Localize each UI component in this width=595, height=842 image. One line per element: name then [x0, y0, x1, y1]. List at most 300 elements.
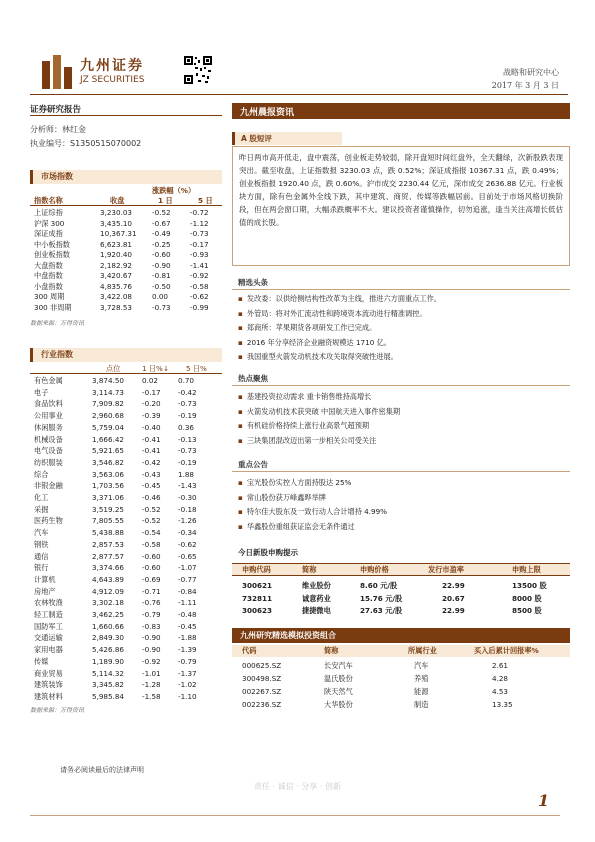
- industry-name: 传媒: [34, 656, 49, 666]
- industry-d1: -0.40: [142, 422, 161, 432]
- industry-d5: -1.43: [178, 481, 197, 491]
- market-close: 4,835.76: [100, 281, 133, 291]
- qr-code-icon: [183, 55, 213, 85]
- ipo-cap: 8500 股: [512, 606, 542, 615]
- industry-name: 电子: [34, 387, 49, 397]
- ipo-pe: 22.99: [442, 606, 465, 615]
- portfolio-industry-header: 所属行业: [408, 646, 437, 655]
- industry-name: 房地产: [34, 586, 56, 596]
- market-row: [30, 282, 222, 292]
- d1-header: 1 日: [158, 196, 173, 205]
- market-header-row-2: [30, 196, 222, 206]
- industry-name: 轻工制造: [34, 610, 63, 619]
- industry-points: 3,519.25: [92, 504, 125, 514]
- notice-header: [232, 458, 570, 472]
- industry-name: 休闲服务: [34, 422, 63, 432]
- market-row: [30, 240, 222, 250]
- market-d5: -1.41: [190, 260, 209, 270]
- market-index-title: 市场指数: [41, 172, 73, 181]
- industry-name: 公用事业: [34, 411, 63, 421]
- legal-disclaimer: 请务必阅读最后的法律声明: [60, 766, 144, 774]
- header-divider: [30, 94, 568, 95]
- brand-name-cn: 九州证券: [80, 58, 144, 74]
- news-item-text: 我国重型火箭发动机技术攻关取得突破性进展。: [246, 352, 398, 361]
- market-name: 300 周期: [34, 292, 65, 301]
- ipo-row: [232, 605, 570, 617]
- industry-d5: -0.65: [178, 551, 197, 561]
- industry-name: 化工: [34, 493, 49, 502]
- market-d5: -0.17: [190, 239, 209, 249]
- industry-d1: -0.42: [142, 457, 161, 467]
- industry-d5: -0.73: [178, 399, 197, 409]
- market-name: 大盘指数: [34, 260, 63, 270]
- industry-header-row: [30, 364, 222, 374]
- market-d5: -0.93: [190, 250, 209, 259]
- analyst-name: 分析师：林红金: [30, 125, 86, 134]
- market-close: 3,728.53: [100, 302, 133, 312]
- industry-d1: -0.41: [142, 434, 161, 444]
- news-title: 精选头条: [238, 278, 268, 287]
- market-d5: -0.62: [190, 292, 209, 301]
- ipo-price-header: 申购价格: [360, 565, 389, 574]
- ipo-name: 维业股份: [302, 581, 331, 590]
- industry-row: [30, 552, 222, 562]
- summary-box: [232, 146, 570, 266]
- industry-name: 食品饮料: [34, 399, 63, 409]
- portfolio-name: 大华股份: [324, 700, 353, 709]
- industry-points: 3,874.50: [92, 376, 125, 385]
- industry-points: 1,666.42: [92, 434, 125, 444]
- market-close: 1,920.40: [100, 250, 133, 259]
- industry-d5: -0.45: [178, 621, 197, 631]
- industry-d1: -0.54: [142, 528, 161, 538]
- industry-d1: -0.58: [142, 539, 161, 549]
- industry-name: 综合: [34, 469, 49, 479]
- industry-d1: -0.90: [142, 645, 161, 655]
- bullet-marker-icon: ▪: [238, 294, 243, 303]
- industry-d1: -1.28: [142, 680, 161, 690]
- industry-d5: -1.37: [178, 668, 197, 678]
- hot-item: [238, 407, 400, 417]
- ipo-header-row: [232, 564, 570, 576]
- industry-d1: -0.17: [142, 387, 161, 397]
- industry-name: 采掘: [34, 504, 49, 514]
- industry-name: 通信: [34, 551, 49, 561]
- industry-row: [30, 587, 222, 597]
- market-row: [30, 261, 222, 271]
- news-item: [238, 294, 441, 304]
- ipo-title: 今日新股申购提示: [238, 548, 298, 557]
- change-header: 涨跌幅（%）: [152, 186, 196, 195]
- close-header: 收盘: [110, 196, 125, 205]
- hot-item-text: 有机硅价格持续上涨行业高景气超预期: [246, 421, 370, 430]
- market-d1: -0.90: [152, 260, 171, 270]
- market-close: 6,623.81: [100, 239, 133, 249]
- portfolio-return: 4.28: [492, 674, 509, 683]
- portfolio-code: 300498.SZ: [242, 674, 282, 683]
- portfolio-return: 2.61: [492, 661, 509, 670]
- ipo-code: 732811: [242, 593, 273, 603]
- industry-row: [30, 435, 222, 445]
- hot-header: [232, 372, 570, 386]
- industry-name: 家用电器: [34, 645, 63, 655]
- industry-d1: -0.60: [142, 563, 161, 573]
- industry-name: 商业贸易: [34, 668, 63, 678]
- market-row: [30, 271, 222, 281]
- industry-points: 3,546.82: [92, 457, 125, 467]
- market-name: 中盘指数: [34, 271, 63, 280]
- notice-title: 重点公告: [238, 460, 268, 469]
- market-d1: -0.73: [152, 302, 171, 312]
- industry-row: [30, 657, 222, 667]
- industry-row: [30, 493, 222, 503]
- ipo-price: 27.63 元/股: [360, 606, 403, 615]
- news-item-text: 发改委：以供给侧结构性改革为主线，推进六方面重点工作。: [246, 294, 441, 303]
- ipo-cap-header: 申购上限: [512, 565, 541, 574]
- ipo-code: 300621: [242, 581, 273, 590]
- portfolio-name: 长安汽车: [324, 661, 353, 670]
- industry-d1: -0.45: [142, 481, 161, 491]
- industry-index-header: [30, 348, 222, 362]
- industry-points: 3,462.25: [92, 610, 125, 619]
- industry-d5: -0.73: [178, 446, 197, 456]
- notice-item: [238, 507, 387, 517]
- market-row: [30, 303, 222, 313]
- portfolio-header-row: [232, 645, 570, 657]
- hot-item-text: 三块集团混改迈出第一步相关公司受关注: [246, 435, 377, 445]
- industry-row: [30, 528, 222, 538]
- industry-d5: 0.70: [178, 376, 195, 385]
- notice-item-text: 宝光股份实控人方面持股达 25%: [246, 478, 352, 487]
- industry-name: 计算机: [34, 574, 56, 584]
- market-name: 小盘指数: [34, 281, 63, 291]
- portfolio-code: 002267.SZ: [242, 687, 282, 696]
- market-name: 上证综指: [34, 208, 63, 217]
- portfolio-industry: 养殖: [414, 674, 429, 683]
- industry-row: [30, 622, 222, 632]
- report-type-divider: [30, 115, 222, 116]
- industry-points: 2,857.53: [92, 539, 125, 549]
- industry-name: 纺织服装: [34, 457, 63, 467]
- industry-d5: -0.34: [178, 528, 197, 538]
- ipo-cap: 8000 股: [512, 593, 542, 603]
- industry-name: 建筑材料: [34, 691, 63, 701]
- industry-name: 银行: [34, 563, 49, 573]
- industry-row: [30, 399, 222, 409]
- ipo-pe: 22.99: [442, 581, 465, 590]
- industry-d1: -1.01: [142, 668, 161, 678]
- industry-source: 数据来源：万得资讯: [30, 707, 85, 714]
- notice-item-text: 特尔佳大股东及一致行动人合计增持 4.99%: [246, 507, 387, 516]
- industry-d5: 1.88: [178, 469, 195, 479]
- industry-row: [30, 446, 222, 456]
- portfolio-row: [232, 699, 570, 711]
- bullet-marker-icon: ▪: [238, 337, 243, 347]
- industry-row: [30, 516, 222, 526]
- bullet-marker-icon: ▪: [238, 308, 243, 318]
- bullet-marker-icon: ▪: [238, 323, 243, 332]
- market-close: 10,367.31: [100, 229, 137, 238]
- industry-d5: -0.84: [178, 586, 197, 596]
- bullet-marker-icon: ▪: [238, 406, 243, 416]
- industry-name: 医药生物: [34, 516, 63, 526]
- industry-name: 机械设备: [34, 434, 63, 444]
- industry-points: 5,438.88: [92, 528, 125, 538]
- industry-points: 7,909.82: [92, 399, 125, 409]
- market-row: [30, 208, 222, 218]
- market-name: 创业板指数: [34, 250, 70, 259]
- ipo-pe: 20.67: [442, 593, 465, 603]
- industry-d1: -0.79: [142, 610, 161, 619]
- portfolio-name: 陕天然气: [324, 687, 353, 696]
- footer-divider: [30, 815, 560, 816]
- market-d5: -0.58: [190, 281, 209, 291]
- industry-points: 7,805.55: [92, 516, 125, 526]
- industry-points: 5,114.32: [92, 668, 125, 678]
- portfolio-code-header: 代码: [242, 646, 257, 655]
- industry-name: 有色金属: [34, 376, 63, 385]
- industry-row: [30, 610, 222, 620]
- news-item-text: 郑商所：苹果期货各项研发工作已完成。: [246, 323, 377, 332]
- bullet-marker-icon: ▪: [238, 507, 243, 516]
- industry-d5: -0.48: [178, 610, 197, 619]
- industry-d1: -0.39: [142, 411, 161, 421]
- industry-row: [30, 411, 222, 421]
- industry-d5: -0.13: [178, 434, 197, 444]
- industry-row: [30, 423, 222, 433]
- industry-index-title: 行业指数: [41, 350, 73, 359]
- industry-d1: 0.02: [142, 376, 159, 385]
- industry-points: 5,426.86: [92, 645, 125, 655]
- industry-points: 1,189.90: [92, 656, 125, 666]
- industry-points: 3,563.06: [92, 469, 125, 479]
- bullet-marker-icon: ▪: [238, 492, 243, 502]
- industry-name: 交通运输: [34, 633, 63, 643]
- market-d1: -0.81: [152, 271, 171, 280]
- market-row: [30, 292, 222, 302]
- industry-d5-header: 5 日%: [186, 364, 207, 373]
- industry-points: 5,985.84: [92, 691, 125, 701]
- portfolio-industry: 制造: [414, 700, 429, 709]
- industry-points: 5,759.04: [92, 422, 125, 432]
- hot-item-text: 基建投资拉动需求 重卡销售维持高增长: [246, 392, 372, 401]
- industry-d1: -0.46: [142, 493, 161, 502]
- market-name: 300 非周期: [34, 302, 72, 312]
- industry-name: 国防军工: [34, 621, 63, 631]
- market-source: 数据来源：万得资讯: [30, 320, 85, 327]
- market-close: 2,182.92: [100, 260, 133, 270]
- industry-points: 2,849.30: [92, 633, 125, 643]
- portfolio-return: 13.35: [492, 700, 513, 709]
- industry-d1: -0.69: [142, 574, 161, 584]
- market-name: 中小板指数: [34, 239, 70, 249]
- hot-item: [238, 392, 371, 402]
- market-header-row: [30, 186, 222, 196]
- industry-row: [30, 376, 222, 386]
- industry-points: 1,703.56: [92, 481, 125, 491]
- industry-points: 3,345.82: [92, 680, 125, 690]
- market-d1: -0.50: [152, 281, 171, 291]
- industry-d5: -0.62: [178, 539, 197, 549]
- industry-row: [30, 575, 222, 585]
- market-name: 沪深 300: [34, 218, 65, 228]
- ipo-name-header: 简称: [302, 565, 317, 574]
- industry-row: [30, 563, 222, 573]
- market-d5: -0.92: [190, 271, 209, 280]
- news-item: [238, 323, 376, 333]
- industry-row: [30, 470, 222, 480]
- industry-points: 2,877.57: [92, 551, 125, 561]
- industry-d5: -1.26: [178, 516, 197, 526]
- portfolio-row: [232, 660, 570, 672]
- brand-name-en: JZ SECURITIES: [80, 75, 145, 85]
- portfolio-code: 000625.SZ: [242, 661, 282, 670]
- industry-d5: -1.10: [178, 691, 197, 701]
- industry-points: 5,921.65: [92, 446, 125, 456]
- hot-item: [238, 436, 376, 446]
- market-row: [30, 219, 222, 229]
- astock-header: [232, 132, 342, 145]
- market-index-header: [30, 170, 222, 184]
- ipo-code-header: 申购代码: [242, 565, 271, 574]
- industry-d5: -0.42: [178, 387, 197, 397]
- industry-d1: -0.83: [142, 621, 161, 631]
- hot-item-text: 火箭发动机技术获突破 中国航天进入事件密集期: [246, 406, 401, 416]
- bullet-marker-icon: ▪: [238, 478, 243, 487]
- news-item: [238, 352, 398, 362]
- industry-name: 电气设备: [34, 446, 63, 456]
- bullet-marker-icon: ▪: [238, 435, 243, 445]
- industry-row: [30, 388, 222, 398]
- news-item-text: 2016 年分享经济企业融资规模达 1710 亿。: [246, 337, 391, 347]
- industry-d1: -1.58: [142, 691, 161, 701]
- points-header: 点位: [106, 364, 121, 373]
- industry-points: 3,374.66: [92, 563, 125, 573]
- name-header: 指数名称: [34, 196, 63, 205]
- portfolio-name-header: 简称: [324, 646, 339, 655]
- industry-d1: -0.71: [142, 586, 161, 596]
- market-d5: -0.72: [190, 208, 209, 217]
- industry-d5: -0.18: [178, 504, 197, 514]
- industry-d5: -1.88: [178, 633, 197, 643]
- industry-d5: -1.07: [178, 563, 197, 573]
- portfolio-row: [232, 673, 570, 685]
- industry-points: 1,660.66: [92, 621, 125, 631]
- report-date: 2017 年 3 月 3 日: [491, 81, 559, 90]
- ipo-code: 300623: [242, 606, 273, 615]
- hot-item: [238, 421, 369, 431]
- industry-d5: -1.02: [178, 680, 197, 690]
- notice-item: [238, 478, 351, 488]
- market-row: [30, 250, 222, 260]
- industry-points: 2,960.68: [92, 411, 125, 421]
- market-d1: -0.49: [152, 229, 171, 238]
- industry-row: [30, 692, 222, 702]
- industry-row: [30, 540, 222, 550]
- bullet-marker-icon: ▪: [238, 352, 243, 361]
- market-close: 3,420.67: [100, 271, 133, 280]
- industry-d5: -1.11: [178, 598, 197, 608]
- bullet-marker-icon: ▪: [238, 521, 243, 531]
- portfolio-row: [232, 686, 570, 698]
- notice-item-text: 常山股份获万峰鑫晔举牌: [246, 492, 326, 502]
- analyst-cert: 执业编号：S1350515070002: [30, 139, 142, 148]
- industry-d1: -0.60: [142, 551, 161, 561]
- industry-name: 建筑装饰: [34, 680, 63, 690]
- industry-points: 4,643.89: [92, 574, 125, 584]
- market-summary: 昨日两市高开低走，盘中震荡，创业板走势较弱，除开盘短时间红盘外，全天翻绿，次新股跌表现突出。截至收盘，上证指数报 3230.03 点，跌 0.52%；深证成指报 10367.31 点，跌 0.49%；创业板指报 1920.40 点，跌 0.60%。沪市成交 2230.44 亿元，深市成交 2636.88 亿元。行业板块方面，除有色金属外全线下跌，其中建筑、商贸、传媒等跌幅居前。目前处于市场风格切换阶段，但在两会窗口期，大幅杀跌概率不大。建议投资者谨慎操作，切勿追涨，逢当关注高增长低估值的成长股。: [239, 153, 563, 227]
- ipo-pe-header: 发行市盈率: [428, 565, 464, 574]
- portfolio-code: 002236.SZ: [242, 700, 282, 709]
- news-header: [232, 276, 570, 290]
- hot-title: 热点聚焦: [238, 374, 268, 383]
- market-row: [30, 229, 222, 239]
- industry-points: 3,302.18: [92, 598, 125, 608]
- portfolio-return-header: 买入后累计回报率%: [474, 646, 539, 655]
- industry-points: 3,114.73: [92, 387, 125, 397]
- ipo-price: 8.60 元/股: [360, 581, 398, 590]
- industry-row: [30, 645, 222, 655]
- ipo-cap: 13500 股: [512, 581, 547, 590]
- industry-points: 4,912.09: [92, 586, 125, 596]
- industry-points: 3,371.06: [92, 493, 125, 502]
- ipo-price: 15.76 元/股: [360, 593, 403, 603]
- company-slogan: 责任 · 诚信 · 分享 · 创新: [254, 782, 341, 791]
- industry-d1: -0.41: [142, 446, 161, 456]
- astock-title: A 股短评: [241, 134, 272, 143]
- industry-d5: 0.36: [178, 422, 195, 432]
- bullet-marker-icon: ▪: [238, 392, 243, 401]
- industry-d1: -0.90: [142, 633, 161, 643]
- ipo-row: [232, 593, 570, 605]
- portfolio-industry: 汽车: [414, 661, 429, 670]
- market-name: 深证成指: [34, 229, 63, 238]
- industry-d1: -0.92: [142, 656, 161, 666]
- industry-d5: -0.79: [178, 656, 197, 666]
- market-d1: 0.00: [152, 292, 169, 301]
- market-d1: -0.52: [152, 208, 171, 217]
- market-close: 3,435.10: [100, 218, 133, 228]
- industry-name: 农林牧渔: [34, 598, 63, 608]
- ipo-name: 捷捷微电: [302, 606, 331, 615]
- industry-d1-header: 1 日%↓: [142, 364, 169, 373]
- report-type: 证券研究报告: [30, 105, 82, 115]
- industry-d1: -0.52: [142, 516, 161, 526]
- portfolio-title: 九州研究精选模拟投资组合: [240, 631, 336, 640]
- d5-header: 5 日: [198, 196, 213, 205]
- industry-d5: -1.39: [178, 645, 197, 655]
- industry-d1: -0.43: [142, 469, 161, 479]
- industry-d5: -0.19: [178, 411, 197, 421]
- industry-d1: -0.52: [142, 504, 161, 514]
- bullet-marker-icon: ▪: [238, 421, 243, 430]
- industry-name: 钢铁: [34, 539, 49, 549]
- industry-d5: -0.19: [178, 457, 197, 467]
- notice-item: [238, 493, 326, 503]
- department-label: 战略和研究中心: [503, 68, 559, 77]
- ipo-row: [232, 580, 570, 592]
- industry-d5: -0.77: [178, 574, 197, 584]
- market-close: 3,230.03: [100, 208, 133, 217]
- portfolio-name: 温氏股份: [324, 674, 353, 683]
- market-d1: -0.25: [152, 239, 171, 249]
- logo-mark-icon: [40, 53, 74, 91]
- right-title: 九州晨报资讯: [240, 108, 295, 118]
- market-d1: -0.60: [152, 250, 171, 259]
- company-logo: [40, 53, 160, 93]
- industry-row: [30, 669, 222, 679]
- notice-item: [238, 522, 355, 532]
